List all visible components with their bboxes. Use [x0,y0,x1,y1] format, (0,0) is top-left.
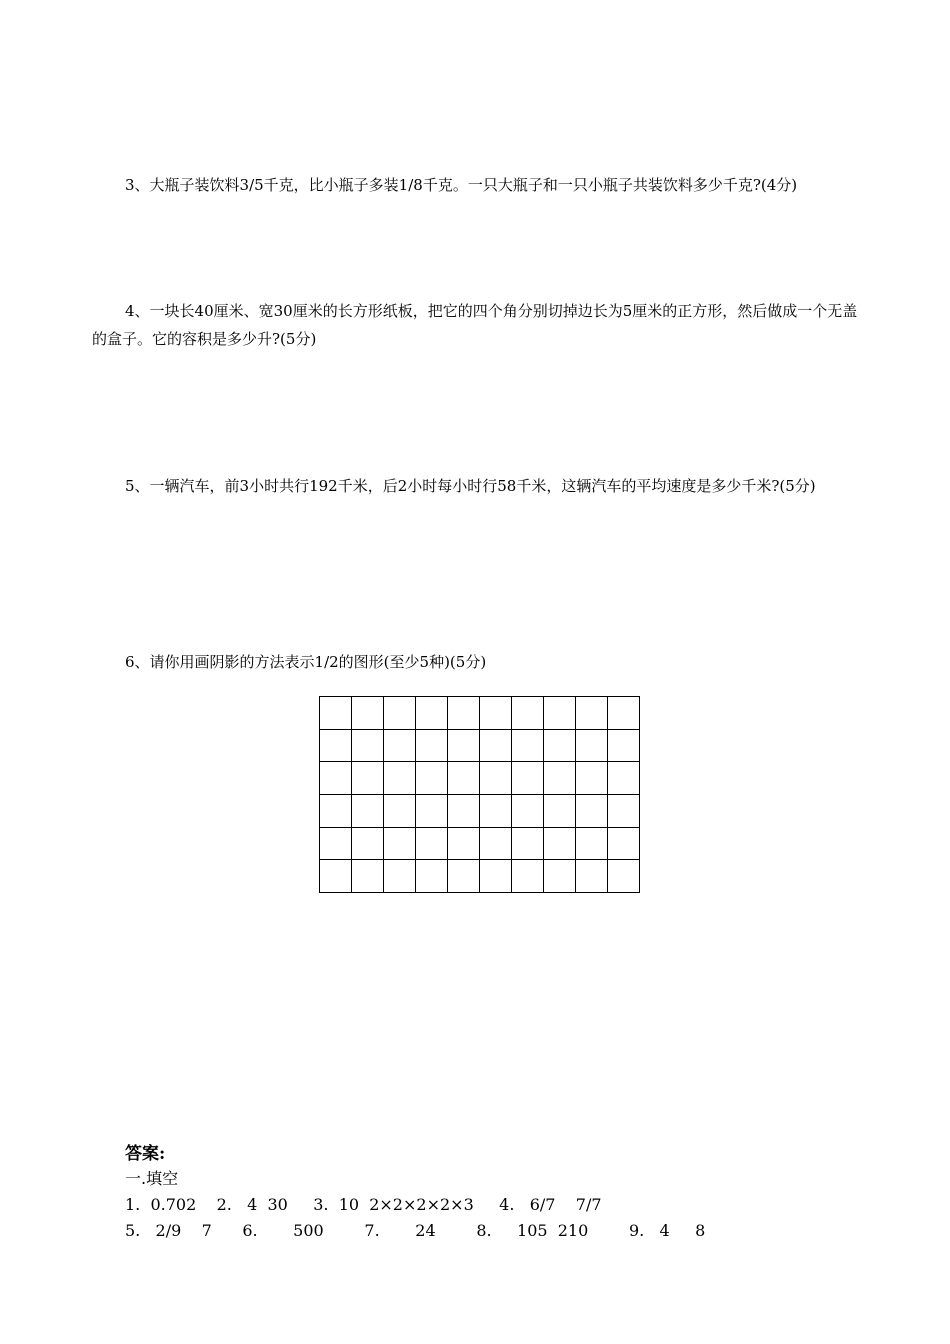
grid-cell [384,697,416,730]
grid-cell [480,729,512,762]
grid-row [320,794,640,827]
grid-cell [512,860,544,893]
grid-cell [576,794,608,827]
grid-cell [576,860,608,893]
grid-cell [352,697,384,730]
grid-cell [544,697,576,730]
grid-cell [512,729,544,762]
grid-cell [608,860,640,893]
grid-cell [608,827,640,860]
grid-cell [384,827,416,860]
grid-cell [320,729,352,762]
grid-cell [512,697,544,730]
question-6: 6、请你用画阴影的方法表示1/2的图形(至少5种)(5分) [125,653,487,671]
question-3: 3、大瓶子装饮料3/5千克，比小瓶子多装1/8千克。一只大瓶子和一只小瓶子共装饮料多少千克?(4分) [125,176,798,194]
grid-cell [320,762,352,795]
grid-cell [480,794,512,827]
grid-cell [416,827,448,860]
grid-cell [384,729,416,762]
grid-cell [352,762,384,795]
grid-cell [352,860,384,893]
grid-cell [448,827,480,860]
grid-cell [384,860,416,893]
grid-cell [416,697,448,730]
grid-cell [544,860,576,893]
grid-cell [320,860,352,893]
grid-row [320,697,640,730]
grid-cell [416,729,448,762]
grid-cell [576,762,608,795]
grid-cell [608,697,640,730]
answers-section-fill-blank: 一.填空 [125,1169,179,1188]
question-5: 5、一辆汽车，前3小时共行192千米，后2小时每小时行58千米，这辆汽车的平均速度是多少千米?(5分) [125,477,816,495]
grid-cell [480,860,512,893]
grid-cell [352,794,384,827]
grid-cell [608,729,640,762]
grid-row [320,860,640,893]
grid-cell [576,697,608,730]
grid-cell [512,762,544,795]
answers-heading: 答案: [125,1144,166,1164]
grid-cell [416,762,448,795]
grid-cell [448,860,480,893]
grid-cell [320,697,352,730]
grid-row [320,827,640,860]
grid-cell [416,794,448,827]
grid-cell [384,762,416,795]
grid-cell [544,762,576,795]
grid-row [320,729,640,762]
grid-cell [416,860,448,893]
grid-cell [320,827,352,860]
grid-cell [448,697,480,730]
grid-cell [384,794,416,827]
shading-grid [319,696,640,893]
grid-cell [512,827,544,860]
grid-cell [608,794,640,827]
grid-cell [448,794,480,827]
grid-cell [448,762,480,795]
grid-cell [352,729,384,762]
grid-cell [512,794,544,827]
answers-line-1: 1. 0.702 2. 4 30 3. 10 2×2×2×2×3 4. 6/7 7/7 [125,1195,602,1214]
question-4: 4、一块长40厘米、宽30厘米的长方形纸板，把它的四个角分别切掉边长为5厘米的正方形，然后做成一个无盖的盒子。它的容积是多少升?(5分) [92,302,858,348]
grid-cell [576,729,608,762]
grid-cell [480,762,512,795]
grid-cell [480,827,512,860]
grid-cell [608,762,640,795]
grid-cell [480,697,512,730]
grid-cell [576,827,608,860]
grid-cell [352,827,384,860]
grid-cell [320,794,352,827]
answers-line-2: 5. 2/9 7 6. 500 7. 24 8. 105 210 9. 4 8 [125,1221,706,1240]
grid-cell [448,729,480,762]
grid-cell [544,827,576,860]
grid-cell [544,729,576,762]
grid-row [320,762,640,795]
grid-cell [544,794,576,827]
